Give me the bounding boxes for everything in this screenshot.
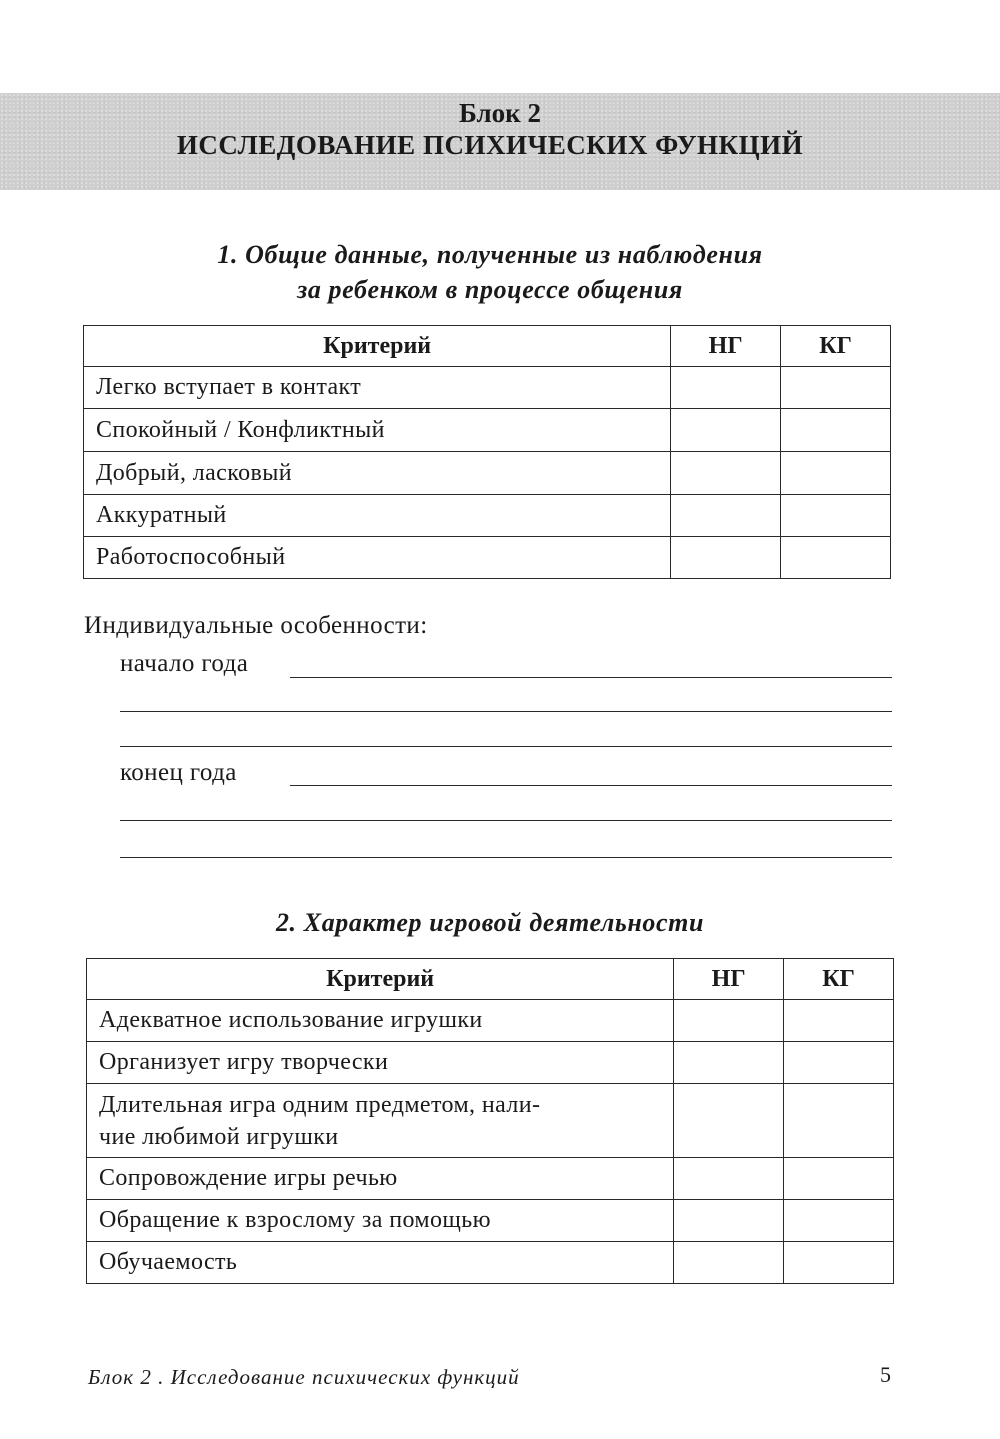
- section1-table: [83, 325, 891, 579]
- ng-cell[interactable]: [671, 495, 781, 537]
- kg-cell[interactable]: [784, 1084, 894, 1158]
- criterion-cell: Добрый, ласковый: [84, 452, 671, 495]
- ng-cell[interactable]: [674, 1242, 784, 1284]
- criterion-cell: Работоспособный: [84, 537, 671, 579]
- kg-cell[interactable]: [784, 1158, 894, 1200]
- table-header-row: [84, 326, 891, 367]
- column-header-criterion: Критерий: [84, 326, 671, 367]
- criterion-cell: Легко вступает в контакт: [84, 367, 671, 409]
- ng-cell[interactable]: [671, 537, 781, 579]
- ng-cell[interactable]: [671, 367, 781, 409]
- end-of-year-line-1[interactable]: [290, 785, 892, 786]
- table-row: [87, 1158, 894, 1200]
- table-row: [84, 409, 891, 452]
- start-of-year-line-3[interactable]: [120, 746, 892, 747]
- end-of-year-line-3[interactable]: [120, 857, 892, 858]
- column-header-kg: КГ: [784, 959, 894, 1000]
- kg-cell[interactable]: [784, 1242, 894, 1284]
- block-label: Блок 2: [459, 98, 541, 128]
- table-row: [87, 1242, 894, 1284]
- section2-table: [86, 958, 894, 1284]
- start-of-year-line-1[interactable]: [290, 677, 892, 678]
- kg-cell[interactable]: [781, 537, 891, 579]
- ng-cell[interactable]: [674, 1200, 784, 1242]
- table-row: [87, 1042, 894, 1084]
- block-title: ИССЛЕДОВАНИЕ ПСИХИЧЕСКИХ ФУНКЦИЙ: [176, 130, 804, 160]
- kg-cell[interactable]: [781, 409, 891, 452]
- kg-cell[interactable]: [781, 452, 891, 495]
- ng-cell[interactable]: [674, 1158, 784, 1200]
- table-row: [84, 452, 891, 495]
- section2-title: 2. Характер игровой деятельности: [275, 908, 705, 937]
- table-row: [87, 1084, 894, 1158]
- kg-cell[interactable]: [784, 1000, 894, 1042]
- ng-cell[interactable]: [671, 452, 781, 495]
- table-header-row: [87, 959, 894, 1000]
- table-row: [87, 1000, 894, 1042]
- page-number: 5: [880, 1362, 891, 1387]
- end-of-year-line-2[interactable]: [120, 820, 892, 821]
- column-header-criterion: Критерий: [87, 959, 674, 1000]
- criterion-cell: Спокойный / Конфликтный: [84, 409, 671, 452]
- ng-cell[interactable]: [674, 1000, 784, 1042]
- individual-features-label: Индивидуальные особенности:: [84, 612, 428, 639]
- criterion-cell: Сопровождение игры речью: [87, 1158, 674, 1200]
- criterion-cell: Обращение к взрослому за помощью: [87, 1200, 674, 1242]
- criterion-cell: Адекватное использование игрушки: [87, 1000, 674, 1042]
- table-row: [87, 1200, 894, 1242]
- ng-cell[interactable]: [674, 1084, 784, 1158]
- kg-cell[interactable]: [781, 495, 891, 537]
- kg-cell[interactable]: [781, 367, 891, 409]
- kg-cell[interactable]: [784, 1042, 894, 1084]
- ng-cell[interactable]: [674, 1042, 784, 1084]
- section1-title-line2: за ребенком в процессе общения: [297, 275, 683, 304]
- running-title: Блок 2 . Исследование психических функций: [88, 1365, 520, 1389]
- column-header-ng: НГ: [674, 959, 784, 1000]
- table-row: [84, 537, 891, 579]
- ng-cell[interactable]: [671, 409, 781, 452]
- kg-cell[interactable]: [784, 1200, 894, 1242]
- table-row: [84, 367, 891, 409]
- criterion-cell: Аккуратный: [84, 495, 671, 537]
- start-of-year-label: начало года: [120, 650, 249, 677]
- criterion-cell: Обучаемость: [87, 1242, 674, 1284]
- column-header-ng: НГ: [671, 326, 781, 367]
- end-of-year-label: конец года: [120, 759, 237, 786]
- criterion-cell: Длительная игра одним предметом, нали- чие любимой игрушки: [87, 1084, 674, 1158]
- criterion-cell: Организует игру творчески: [87, 1042, 674, 1084]
- column-header-kg: КГ: [781, 326, 891, 367]
- start-of-year-line-2[interactable]: [120, 711, 892, 712]
- table-row: [84, 495, 891, 537]
- section1-title-line1: 1. Общие данные, полученные из наблюдения: [217, 240, 763, 269]
